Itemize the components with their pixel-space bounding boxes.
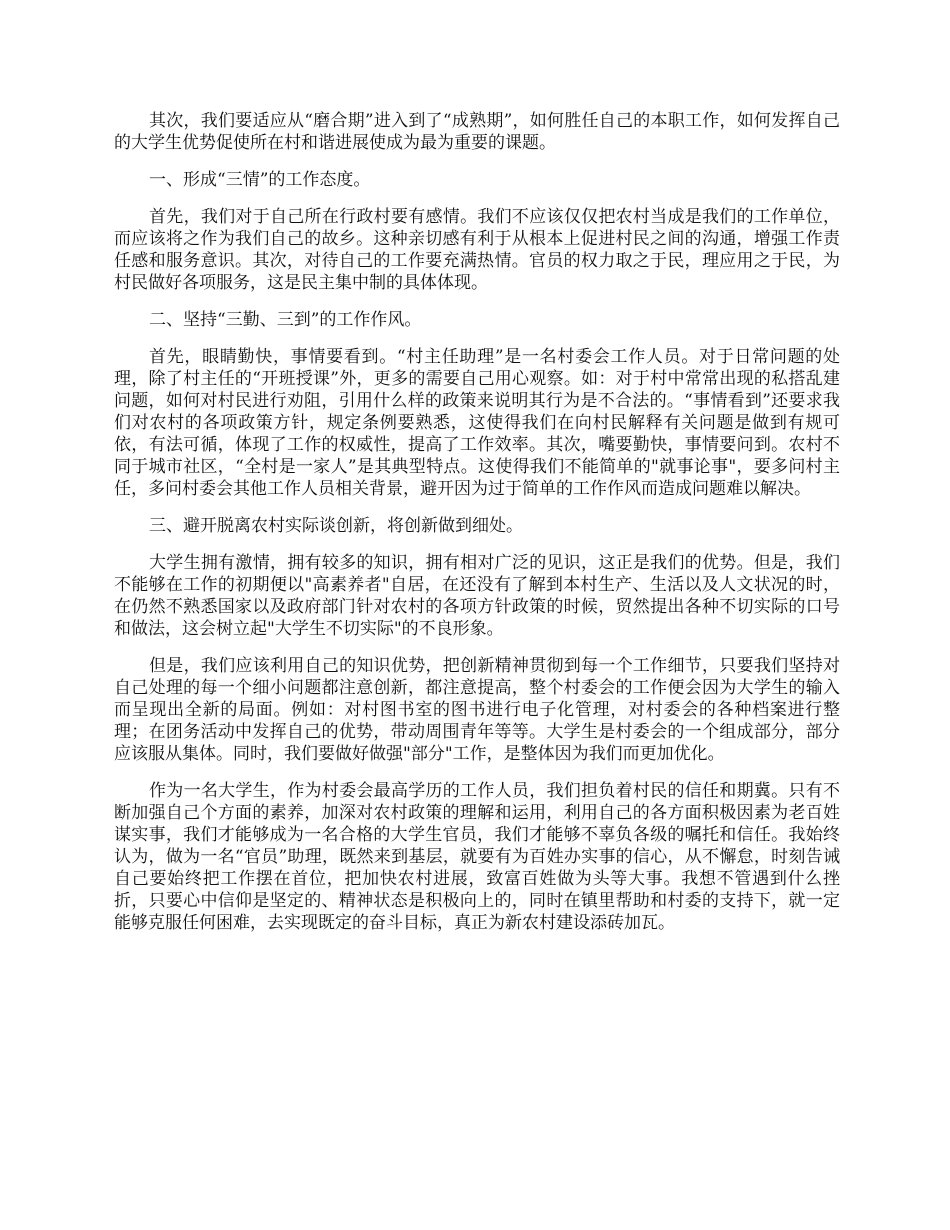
paragraph-attitude: 首先，我们对于自己所在行政村要有感情。我们不应该仅仅把农村当成是我们的工作单位，而应该将之作为我们自己的故乡。这种亲切感有利于从根本上促进村民之间的沟通，增强工作责任感和服务意识。其次，对待自己的工作要充满热情。官员的权力取之于民，理应用之于民，为村民做好各项服务，这是民主集中制的具体体现。 xyxy=(114,207,840,293)
paragraph-passion: 大学生拥有激情，拥有较多的知识，拥有相对广泛的见识，这正是我们的优势。但是，我们不能够在工作的初期便以"高素养者"自居，在还没有了解到本村生产、生活以及人文状况的时，在仍然不熟悉国家以及政府部门针对农村的各项方针政策的时候，贸然提出各种不切实际的口号和做法，这会树立起"大学生不切实际"的不良形象。 xyxy=(114,553,840,639)
paragraph-innovation: 但是，我们应该利用自己的知识优势，把创新精神贯彻到每一个工作细节，只要我们坚持对自己处理的每一个细小问题都注意创新，都注意提高，整个村委会的工作便会因为大学生的输入而呈现出全新的局面。例如：对村图书室的图书进行电子化管理，对村委会的各种档案进行整理；在团务活动中发挥自己的优势，带动周围青年等等。大学生是村委会的一个组成部分，部分应该服从集体。同时，我们要做好做强"部分"工作，是整体因为我们而更加优化。 xyxy=(114,656,840,764)
paragraph-work-style: 首先，眼睛勤快，事情要看到。“村主任助理”是一名村委会工作人员。对于日常问题的处理，除了村主任的“开班授课”外，更多的需要自己用心观察。如：对于村中常常出现的私搭乱建问题，如何对村民进行劝阻，引用什么样的政策来说明其行为是不合法的。“事情看到”还要求我们对农村的各项政策方针，规定条例要熟悉，这使得我们在向村民解释有关问题是做到有规可依，有法可循，体现了工作的权威性，提高了工作效率。其次，嘴要勤快，事情要问到。农村不同于城市社区，“全村是一家人”是其典型特点。这使得我们不能简单的"就事论事"，要多问村主任，多问村委会其他工作人员相关背景，避开因为过于简单的工作作风而造成问题难以解决。 xyxy=(114,347,840,499)
section-heading-one: 一、形成“三情”的工作态度。 xyxy=(149,170,371,190)
section-heading-three: 三、避开脱离农村实际谈创新，将创新做到细处。 xyxy=(149,516,523,536)
paragraph-intro: 其次，我们要适应从“磨合期”进入到了“成熟期”，如何胜任自己的本职工作，如何发挥自己的大学生优势促使所在村和谐进展使成为最为重要的课题。 xyxy=(114,111,840,153)
document-body xyxy=(114,110,840,949)
section-heading-two: 二、坚持“三勤、三到”的工作作风。 xyxy=(149,310,422,330)
paragraph-conclusion: 作为一名大学生，作为村委会最高学历的工作人员，我们担负着村民的信任和期冀。只有不断加强自己个方面的素养，加深对农村政策的理解和运用，利用自己的各方面积极因素为老百姓谋实事，我们才能够成为一名合格的大学生官员，我们才能够不辜负各级的嘱托和信任。我始终认为，做为一名“官员”助理，既然来到基层，就要有为百姓办实事的信心，从不懈怠，时刻告诫自己要始终把工作摆在首位，把加快农村进展，致富百姓做为头等大事。我想不管遇到什么挫折，只要心中信仰是坚定的、精神状态是积极向上的，同时在镇里帮助和村委的支持下，就一定能够克服任何困难，去实现既定的奋斗目标，真正为新农村建设添砖加瓦。 xyxy=(114,781,840,933)
